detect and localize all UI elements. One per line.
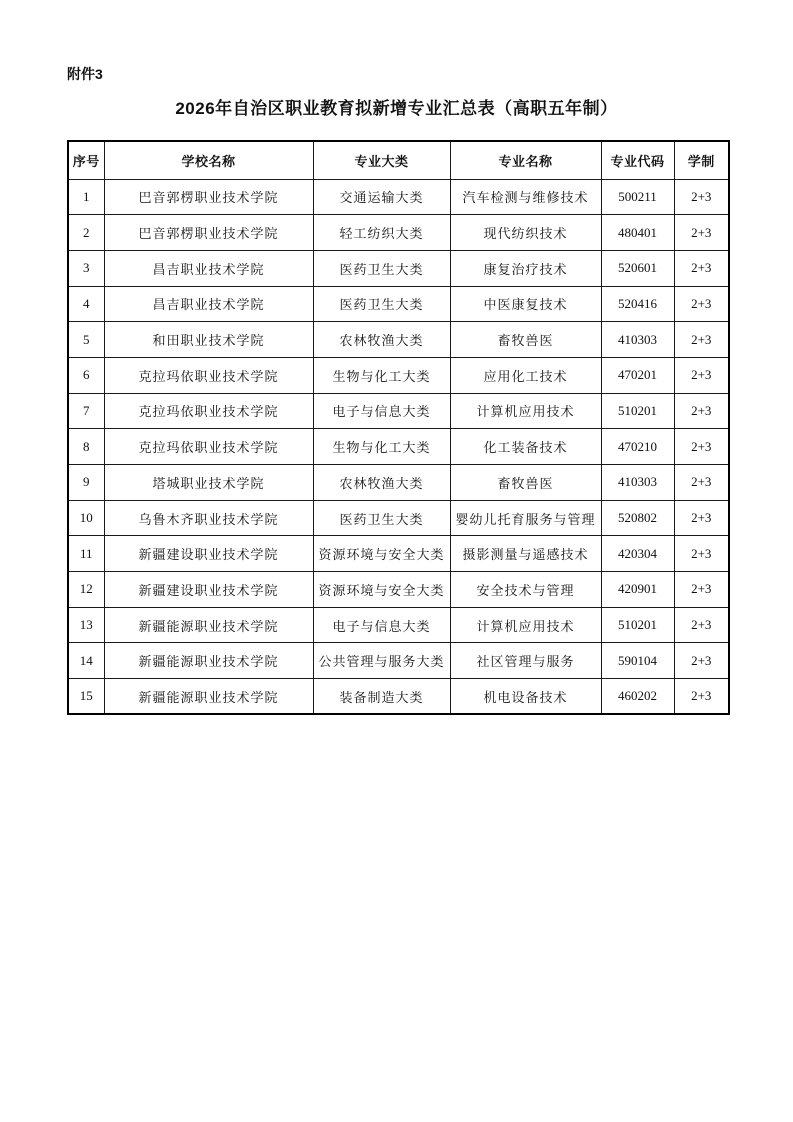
- major-name-cell: 畜牧兽医: [450, 322, 601, 358]
- schooling-cell: 2+3: [674, 322, 729, 358]
- schooling-cell: 2+3: [674, 357, 729, 393]
- major-code-cell: 500211: [601, 179, 674, 215]
- row-index-cell: 5: [68, 322, 104, 358]
- schooling-cell: 2+3: [674, 643, 729, 679]
- major-name-cell: 社区管理与服务: [450, 643, 601, 679]
- major-category-cell: 公共管理与服务大类: [313, 643, 450, 679]
- schooling-cell: 2+3: [674, 286, 729, 322]
- major-category-cell: 装备制造大类: [313, 679, 450, 715]
- major-code-cell: 520601: [601, 250, 674, 286]
- major-name-cell: 应用化工技术: [450, 357, 601, 393]
- major-category-cell: 资源环境与安全大类: [313, 572, 450, 608]
- col-header-schooling: 学制: [674, 141, 729, 179]
- table-row: [68, 572, 729, 608]
- major-category-cell: 农林牧渔大类: [313, 465, 450, 501]
- schooling-cell: 2+3: [674, 393, 729, 429]
- schooling-cell: 2+3: [674, 429, 729, 465]
- major-code-cell: 590104: [601, 643, 674, 679]
- table-header: [68, 141, 729, 179]
- row-index-cell: 10: [68, 500, 104, 536]
- schooling-cell: 2+3: [674, 536, 729, 572]
- table-row: [68, 286, 729, 322]
- school-name-cell: 昌吉职业技术学院: [104, 286, 313, 322]
- major-category-cell: 医药卫生大类: [313, 286, 450, 322]
- col-header-major-name: 专业名称: [450, 141, 601, 179]
- school-name-cell: 巴音郭楞职业技术学院: [104, 215, 313, 251]
- table-row: [68, 607, 729, 643]
- major-code-cell: 520416: [601, 286, 674, 322]
- school-name-cell: 克拉玛依职业技术学院: [104, 393, 313, 429]
- table-row: [68, 500, 729, 536]
- major-name-cell: 安全技术与管理: [450, 572, 601, 608]
- row-index-cell: 9: [68, 465, 104, 501]
- row-index-cell: 4: [68, 286, 104, 322]
- table-row: [68, 357, 729, 393]
- major-category-cell: 电子与信息大类: [313, 607, 450, 643]
- row-index-cell: 12: [68, 572, 104, 608]
- major-code-cell: 470210: [601, 429, 674, 465]
- attachment-label: 附件3: [67, 66, 103, 82]
- row-index-cell: 6: [68, 357, 104, 393]
- major-code-cell: 510201: [601, 607, 674, 643]
- major-name-cell: 中医康复技术: [450, 286, 601, 322]
- major-code-cell: 480401: [601, 215, 674, 251]
- major-category-cell: 生物与化工大类: [313, 357, 450, 393]
- major-category-cell: 交通运输大类: [313, 179, 450, 215]
- col-header-major-code: 专业代码: [601, 141, 674, 179]
- table-row: [68, 643, 729, 679]
- row-index-cell: 14: [68, 643, 104, 679]
- major-name-cell: 机电设备技术: [450, 679, 601, 715]
- school-name-cell: 新疆能源职业技术学院: [104, 679, 313, 715]
- schooling-cell: 2+3: [674, 607, 729, 643]
- schooling-cell: 2+3: [674, 572, 729, 608]
- schooling-cell: 2+3: [674, 250, 729, 286]
- row-index-cell: 7: [68, 393, 104, 429]
- school-name-cell: 新疆建设职业技术学院: [104, 536, 313, 572]
- school-name-cell: 新疆能源职业技术学院: [104, 607, 313, 643]
- major-name-cell: 畜牧兽医: [450, 465, 601, 501]
- schooling-cell: 2+3: [674, 679, 729, 715]
- row-index-cell: 2: [68, 215, 104, 251]
- major-code-cell: 420304: [601, 536, 674, 572]
- school-name-cell: 克拉玛依职业技术学院: [104, 357, 313, 393]
- major-code-cell: 460202: [601, 679, 674, 715]
- schooling-cell: 2+3: [674, 179, 729, 215]
- major-name-cell: 康复治疗技术: [450, 250, 601, 286]
- row-index-cell: 1: [68, 179, 104, 215]
- major-category-cell: 医药卫生大类: [313, 250, 450, 286]
- major-name-cell: 婴幼儿托育服务与管理: [450, 500, 601, 536]
- major-name-cell: 摄影测量与遥感技术: [450, 536, 601, 572]
- school-name-cell: 新疆建设职业技术学院: [104, 572, 313, 608]
- table-row: [68, 393, 729, 429]
- table-row: [68, 179, 729, 215]
- major-category-cell: 轻工纺织大类: [313, 215, 450, 251]
- major-code-cell: 410303: [601, 322, 674, 358]
- major-name-cell: 计算机应用技术: [450, 393, 601, 429]
- table-row: [68, 679, 729, 715]
- major-category-cell: 生物与化工大类: [313, 429, 450, 465]
- major-category-cell: 医药卫生大类: [313, 500, 450, 536]
- major-name-cell: 化工装备技术: [450, 429, 601, 465]
- row-index-cell: 11: [68, 536, 104, 572]
- page-title: 2026年自治区职业教育拟新增专业汇总表（高职五年制）: [175, 99, 618, 118]
- school-name-cell: 昌吉职业技术学院: [104, 250, 313, 286]
- major-code-cell: 520802: [601, 500, 674, 536]
- row-index-cell: 13: [68, 607, 104, 643]
- major-code-cell: 420901: [601, 572, 674, 608]
- col-header-index: 序号: [68, 141, 104, 179]
- major-code-cell: 510201: [601, 393, 674, 429]
- table-row: [68, 429, 729, 465]
- table-row: [68, 250, 729, 286]
- school-name-cell: 乌鲁木齐职业技术学院: [104, 500, 313, 536]
- table-row: [68, 215, 729, 251]
- school-name-cell: 和田职业技术学院: [104, 322, 313, 358]
- school-name-cell: 新疆能源职业技术学院: [104, 643, 313, 679]
- school-name-cell: 克拉玛依职业技术学院: [104, 429, 313, 465]
- col-header-major-category: 专业大类: [313, 141, 450, 179]
- major-name-cell: 汽车检测与维修技术: [450, 179, 601, 215]
- new-majors-table: [67, 140, 730, 715]
- table-body: [68, 179, 729, 714]
- col-header-school-name: 学校名称: [104, 141, 313, 179]
- schooling-cell: 2+3: [674, 500, 729, 536]
- major-category-cell: 电子与信息大类: [313, 393, 450, 429]
- table-row: [68, 465, 729, 501]
- school-name-cell: 塔城职业技术学院: [104, 465, 313, 501]
- table-row: [68, 322, 729, 358]
- schooling-cell: 2+3: [674, 215, 729, 251]
- major-name-cell: 计算机应用技术: [450, 607, 601, 643]
- row-index-cell: 15: [68, 679, 104, 715]
- school-name-cell: 巴音郭楞职业技术学院: [104, 179, 313, 215]
- major-code-cell: 410303: [601, 465, 674, 501]
- major-category-cell: 农林牧渔大类: [313, 322, 450, 358]
- row-index-cell: 3: [68, 250, 104, 286]
- table-row: [68, 536, 729, 572]
- table-header-row: [68, 141, 729, 179]
- major-category-cell: 资源环境与安全大类: [313, 536, 450, 572]
- major-code-cell: 470201: [601, 357, 674, 393]
- row-index-cell: 8: [68, 429, 104, 465]
- schooling-cell: 2+3: [674, 465, 729, 501]
- major-name-cell: 现代纺织技术: [450, 215, 601, 251]
